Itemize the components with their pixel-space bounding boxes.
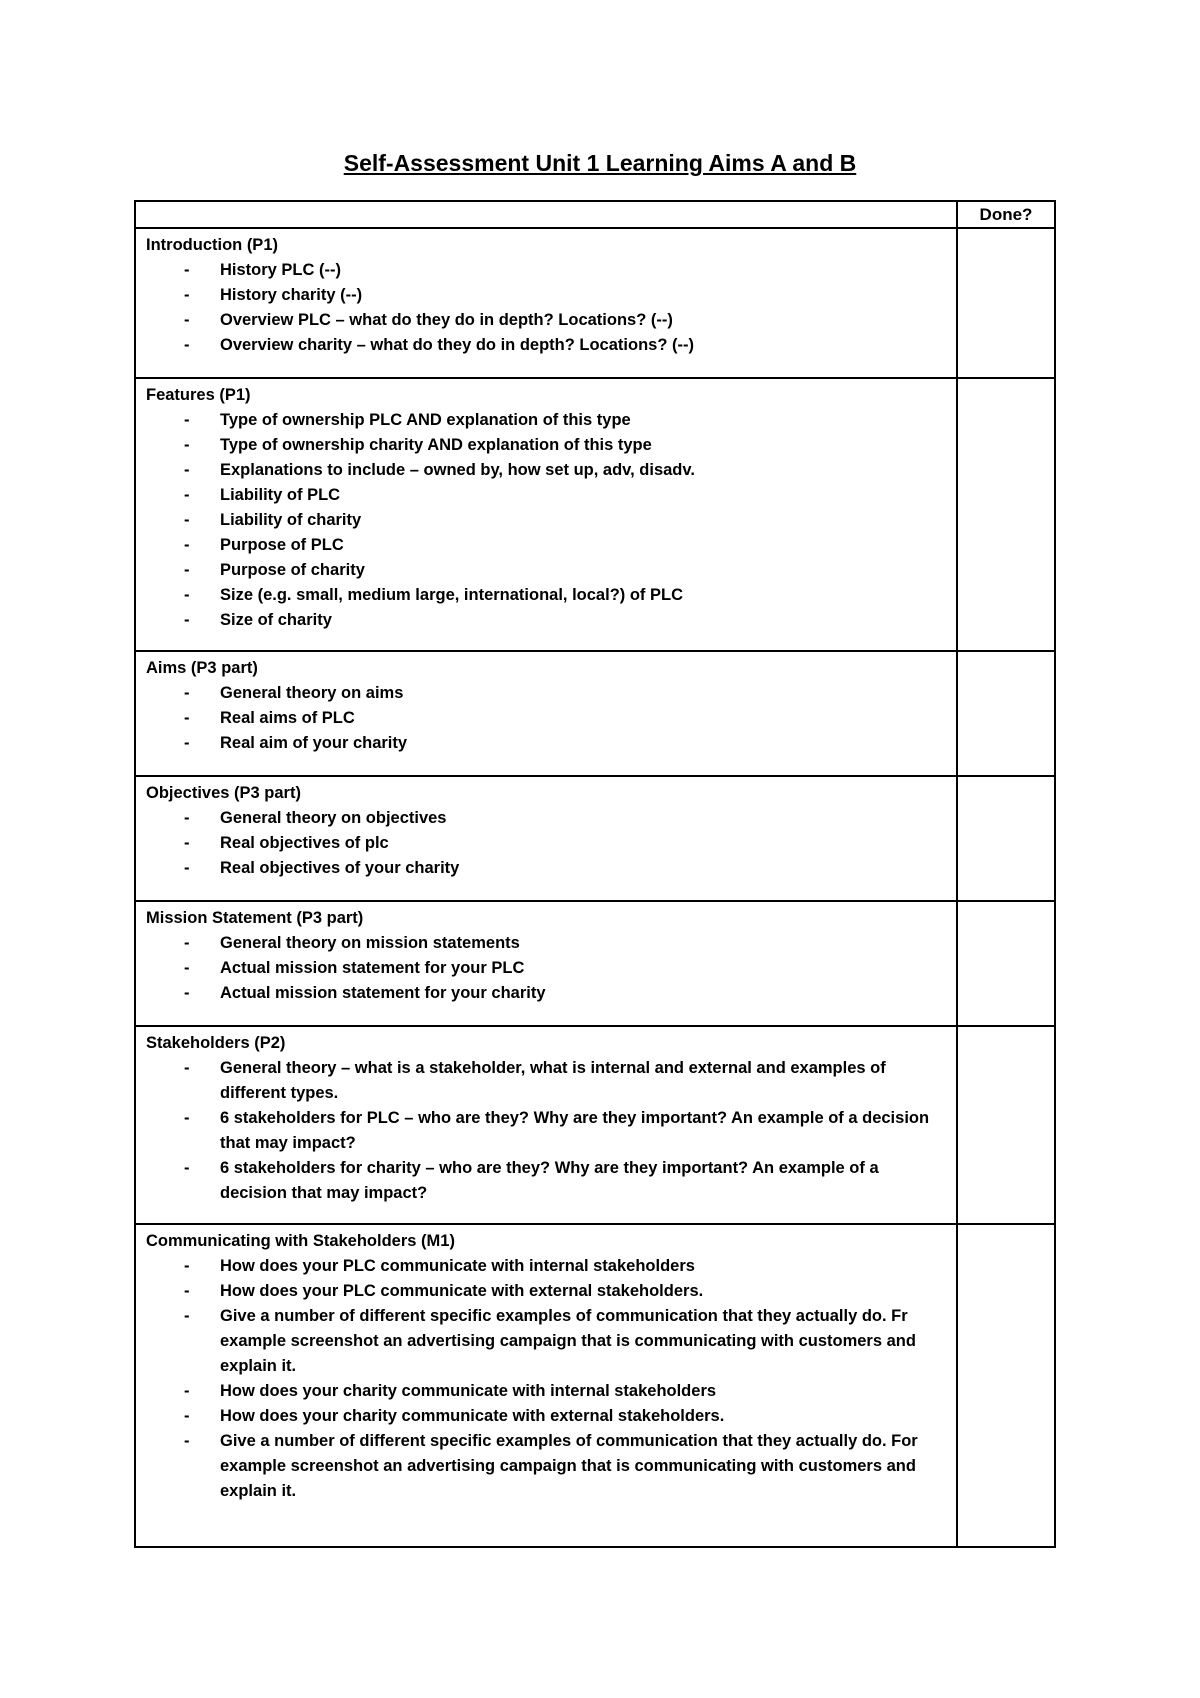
section-title: Communicating with Stakeholders (M1): [146, 1232, 455, 1250]
section-content-cell: [135, 1224, 957, 1547]
done-checkbox-cell[interactable]: [957, 228, 1055, 378]
section-item-list: [146, 1254, 946, 1504]
checklist-item: - How does your charity communicate with external stakeholders.: [146, 1404, 946, 1429]
checklist-item: - Real objectives of plc: [146, 831, 946, 856]
checklist-item: - General theory on aims: [146, 681, 946, 706]
section-row: [135, 1026, 1055, 1224]
checklist-item: - Overview charity – what do they do in depth? Locations? (--): [146, 333, 946, 358]
checklist-item: - Size of charity: [146, 608, 946, 633]
section-row: [135, 776, 1055, 901]
checklist-item: - History charity (--): [146, 283, 946, 308]
section-item-list: [146, 806, 946, 881]
section-item-list: [146, 931, 946, 1006]
section-item-list: [146, 408, 946, 633]
done-checkbox-cell[interactable]: [957, 651, 1055, 776]
checklist-item: - Overview PLC – what do they do in depth? Locations? (--): [146, 308, 946, 333]
checklist-item: - General theory on mission statements: [146, 931, 946, 956]
checklist-item: - General theory – what is a stakeholder, what is internal and external and examples of different types.: [146, 1056, 946, 1106]
checklist-item: - History PLC (--): [146, 258, 946, 283]
section-item-list: [146, 681, 946, 756]
header-row: [135, 201, 1055, 228]
self-assessment-table: [134, 200, 1056, 1548]
checklist-item: - Actual mission statement for your PLC: [146, 956, 946, 981]
page-title: Self-Assessment Unit 1 Learning Aims A and B: [343, 150, 857, 176]
checklist-item: - Explanations to include – owned by, how set up, adv, disadv.: [146, 458, 946, 483]
section-item-list: [146, 1056, 946, 1206]
checklist-item: - Purpose of PLC: [146, 533, 946, 558]
section-content-cell: [135, 378, 957, 651]
checklist-item: - Size (e.g. small, medium large, international, local?) of PLC: [146, 583, 946, 608]
done-checkbox-cell[interactable]: [957, 1224, 1055, 1547]
checklist-item: - Give a number of different specific examples of communication that they actually do. For example screenshot an advertising campaign that is communicating with customers and explain it.: [146, 1429, 946, 1504]
done-checkbox-cell[interactable]: [957, 901, 1055, 1026]
section-title: Aims (P3 part): [146, 659, 258, 677]
section-row: [135, 228, 1055, 378]
section-content-cell: [135, 1026, 957, 1224]
section-content-cell: [135, 651, 957, 776]
done-checkbox-cell[interactable]: [957, 1026, 1055, 1224]
section-row: [135, 378, 1055, 651]
checklist-item: - How does your PLC communicate with external stakeholders.: [146, 1279, 946, 1304]
section-content-cell: [135, 228, 957, 378]
section-row: [135, 651, 1055, 776]
section-row: [135, 1224, 1055, 1547]
checklist-item: - Type of ownership charity AND explanation of this type: [146, 433, 946, 458]
section-row: [135, 901, 1055, 1026]
checklist-item: - How does your PLC communicate with internal stakeholders: [146, 1254, 946, 1279]
checklist-item: - How does your charity communicate with internal stakeholders: [146, 1379, 946, 1404]
checklist-item: - Liability of PLC: [146, 483, 946, 508]
checklist-item: - Real aim of your charity: [146, 731, 946, 756]
checklist-item: - 6 stakeholders for charity – who are they? Why are they important? An example of a decision that may impact?: [146, 1156, 946, 1206]
checklist-item: - Purpose of charity: [146, 558, 946, 583]
checklist-item: - 6 stakeholders for PLC – who are they? Why are they important? An example of a decision that may impact?: [146, 1106, 946, 1156]
section-item-list: [146, 258, 946, 358]
section-title: Features (P1): [146, 386, 251, 404]
section-title: Objectives (P3 part): [146, 784, 301, 802]
done-checkbox-cell[interactable]: [957, 378, 1055, 651]
done-column-header: Done?: [957, 201, 1055, 228]
checklist-item: - Real objectives of your charity: [146, 856, 946, 881]
section-title: Stakeholders (P2): [146, 1034, 286, 1052]
section-content-cell: [135, 901, 957, 1026]
section-title: Mission Statement (P3 part): [146, 909, 364, 927]
checklist-item: - General theory on objectives: [146, 806, 946, 831]
section-title: Introduction (P1): [146, 236, 278, 254]
checklist-item: - Type of ownership PLC AND explanation of this type: [146, 408, 946, 433]
done-checkbox-cell[interactable]: [957, 776, 1055, 901]
checklist-item: - Liability of charity: [146, 508, 946, 533]
checklist-item: - Real aims of PLC: [146, 706, 946, 731]
header-blank-cell: [135, 201, 957, 228]
checklist-item: - Give a number of different specific examples of communication that they actually do. Fr example screenshot an advertising campaign that is communicating with customers and explain it.: [146, 1304, 946, 1379]
section-content-cell: [135, 776, 957, 901]
checklist-item: - Actual mission statement for your charity: [146, 981, 946, 1006]
